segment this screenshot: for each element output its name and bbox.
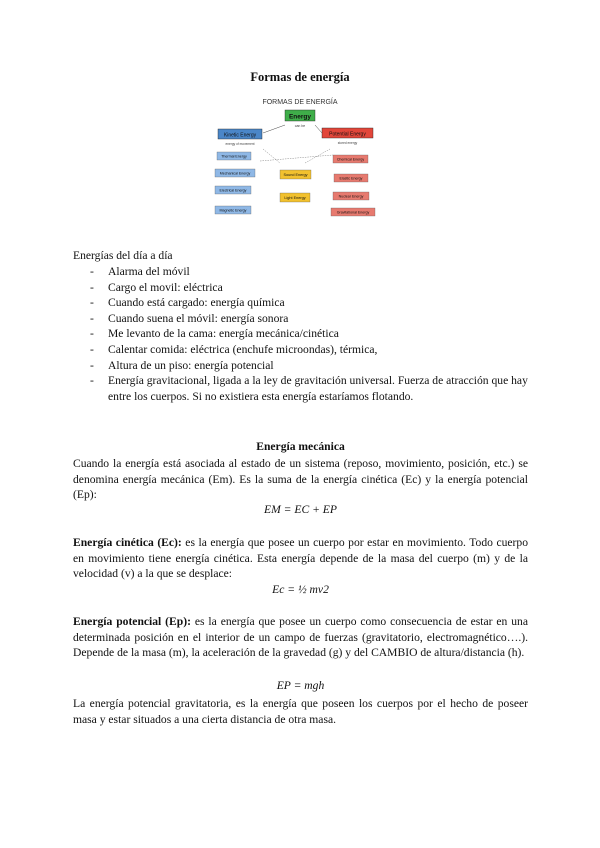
mecanica-intro: Cuando la energía está asociada al estado de un sistema (reposo, movimiento, posición, etc.) se denomina energía mecánica (Em). Es la suma de la energía cinética (Ec) y la energía potencial (Ep): [73, 457, 528, 502]
list-item-text: Cargo el movil: eléctrica [108, 280, 223, 294]
kinetic-child-label-1: Thermal Energy [221, 154, 247, 159]
page-title: Formas de energía [250, 70, 350, 84]
list-item [73, 280, 528, 296]
conversion-line-2 [263, 149, 280, 163]
bullet-dash: - [90, 327, 94, 341]
list-item [73, 326, 528, 342]
cinetica-text: es la energía que posee un cuerpo por estar en movimiento. Todo cuerpo en movimiento tiene energía cinética. Esta energía depende de la masa del cuerpo (m) y de la velocidad (v) a la que se desplace: [73, 536, 528, 581]
list-item [73, 373, 528, 404]
list-item [73, 358, 528, 374]
kinetic-sub: energy of movement [225, 142, 255, 146]
gravitatoria-paragraph: La energía potencial gravitatoria, es la energía que poseen los cuerpos por el hecho de poseer masa y estar situados a una cierta distancia de otra masa. [73, 697, 528, 726]
connector-potential [315, 125, 322, 133]
root-label: Energy [288, 113, 312, 121]
bullet-dash: - [90, 296, 94, 310]
kinetic-label: Kinetic Energy [223, 132, 257, 139]
list-item [73, 311, 528, 327]
potencial-paragraph [73, 614, 528, 661]
kinetic-child-label-4: Magnetic Energy [219, 208, 247, 213]
bullet-dash: - [90, 311, 94, 325]
bullet-dash: - [90, 342, 94, 356]
conversion-line-3 [305, 149, 330, 163]
bullet-dash: - [90, 280, 94, 294]
cinetica-paragraph [73, 535, 528, 582]
potential-label: Potential Energy [329, 131, 366, 138]
conversion-line-1 [260, 155, 333, 161]
list-item-text: Cuando está cargado: energía química [108, 296, 285, 310]
list-item-text: Energía gravitacional, ligada a la ley de gravitación universal. Fuerza de atracción que hay entre los cuerpos. Si no existiera esta energía estaríamos flotando. [108, 374, 528, 403]
list-item-text: Altura de un piso: energía potencial [108, 358, 274, 372]
potential-child-label-1: Chemical Energy [336, 157, 365, 162]
list-item-text: Cuando suena el móvil: energía sonora [108, 311, 289, 325]
connector-kinetic [263, 125, 285, 133]
bullet-dash: - [90, 265, 94, 278]
middle-child-label-2: Light Energy [284, 196, 306, 201]
list-item-text: Calentar comida: eléctrica (enchufe microondas), térmica, [108, 342, 378, 356]
potential-child-label-2: Elastic Energy [339, 176, 363, 181]
potencial-label: Energía potencial (Ep): [73, 615, 191, 628]
potential-sub: stored energy [337, 141, 358, 145]
list-item-text: Me levanto de la cama: energía mecánica/cinética [108, 327, 339, 341]
formula-ec: Ec = ½ mv2 [272, 583, 329, 596]
list-item [73, 342, 528, 358]
energy-diagram-svg [205, 93, 395, 235]
bullet-dash: - [90, 374, 94, 388]
section-heading-mecanica: Energía mecánica [256, 440, 345, 453]
formula-ep: EP = mgh [276, 679, 325, 692]
root-sub: can be [294, 124, 306, 128]
list-item-text: Alarma del móvil [108, 265, 190, 278]
potential-child-label-4: Gravitational Energy [336, 210, 370, 215]
list-item [73, 295, 528, 311]
cinetica-label: Energía cinética (Ec): [73, 536, 182, 549]
energy-forms-diagram [205, 93, 395, 235]
potential-child-label-3: Nuclear Energy [338, 194, 364, 199]
middle-child-label-1: Sound Energy [283, 173, 308, 178]
daily-list [73, 264, 528, 404]
potencial-text: es la energía que posee un cuerpo como consecuencia de estar en una determinada posición en el interior de un campo de fuerzas (gravitatorio, electromagnético….). Depende de la masa (m), la aceleración de la gravedad (g) y del CAMBIO de altura/distancia (h). [73, 615, 528, 660]
formula-em: EM = EC + EP [264, 503, 337, 516]
list-item [73, 264, 528, 280]
kinetic-child-label-3: Electrical Energy [219, 188, 247, 193]
bullet-dash: - [90, 358, 94, 372]
kinetic-child-label-2: Mechanical Energy [219, 171, 251, 176]
diagram-heading: FORMAS DE ENERGÍA [262, 99, 338, 106]
daily-heading: Energías del día a día [73, 249, 173, 262]
